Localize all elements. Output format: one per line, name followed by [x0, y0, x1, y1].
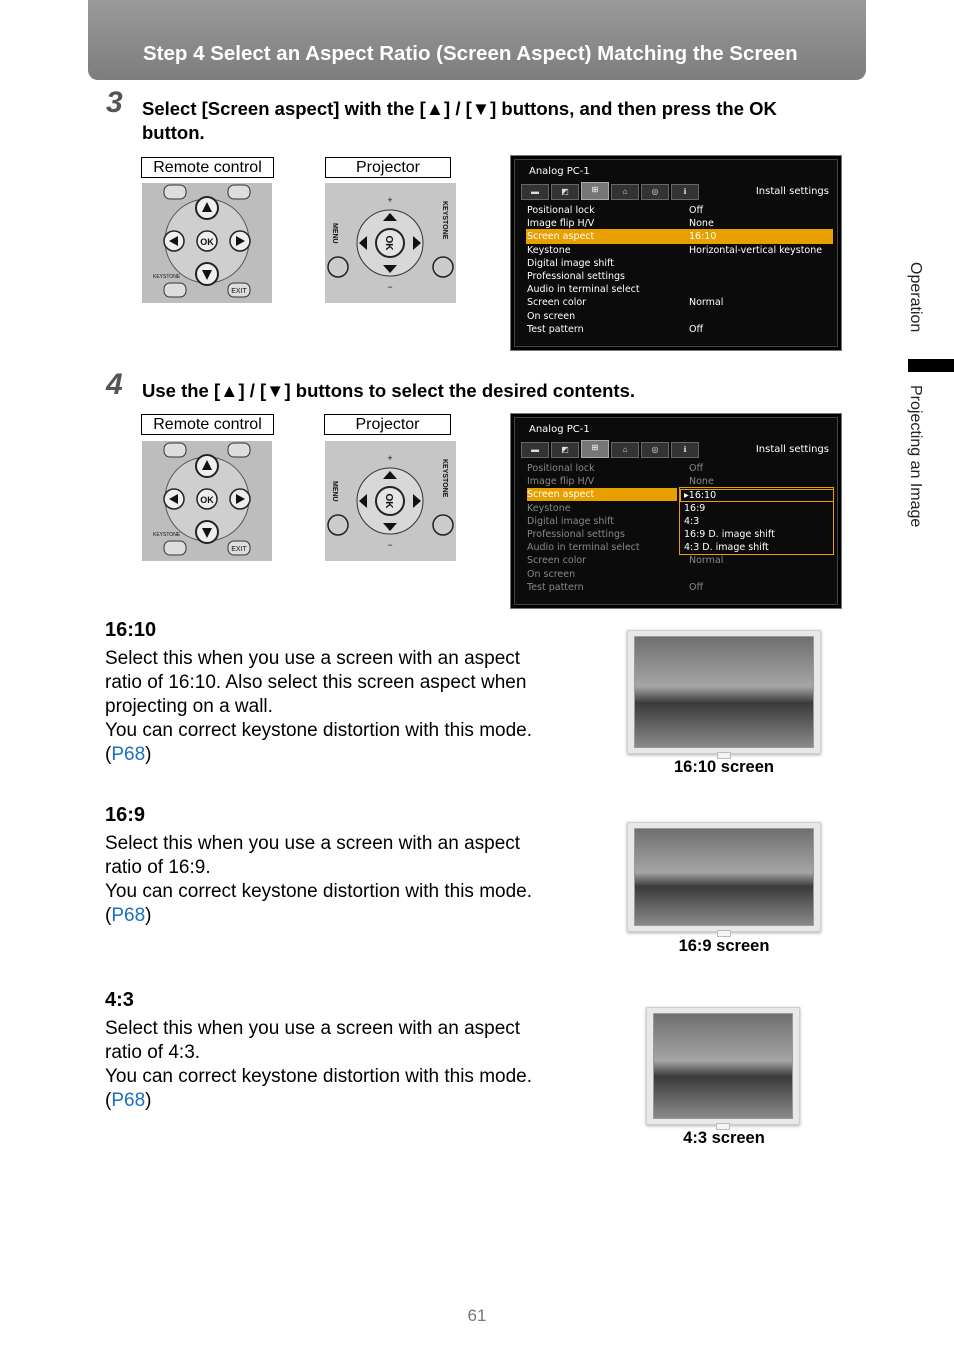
osd-row-value: Normal — [689, 297, 724, 309]
aspect-options-dropdown — [679, 487, 834, 555]
osd-row-label: Audio in terminal select — [527, 284, 640, 296]
remote-pad-graphic — [142, 183, 272, 303]
step-instruction-line: Select [Screen aspect] with the [▲] / [▼] buttons, and then press the OK — [142, 98, 777, 119]
screen-photo-16-9 — [627, 822, 821, 932]
osd-menu-body — [514, 159, 838, 347]
osd-menu-row — [527, 230, 832, 243]
osd-menu-title: Analog PC-1 — [529, 424, 590, 435]
ref-paren: ( — [105, 1090, 112, 1111]
osd-row-label: Digital image shift — [527, 257, 614, 269]
ok-button-label: OK — [200, 237, 214, 247]
osd-tab-icon: ▬ — [521, 184, 549, 200]
aspect-option-4-3: 4:3 — [684, 516, 700, 527]
projector-ok-label: OK — [383, 493, 394, 509]
osd-menu-row — [527, 581, 832, 594]
osd-row-value: Horizontal-vertical keystone — [689, 244, 823, 256]
step-number: 4 — [106, 368, 123, 401]
section-heading: 16:9 — [105, 804, 146, 826]
body-line: ratio of 16:9. — [105, 857, 211, 878]
osd-row-value: Off — [689, 205, 704, 216]
osd-row-value: Normal — [689, 555, 724, 567]
section-body — [105, 1017, 575, 1113]
vol-plus-label: + — [387, 453, 393, 463]
exit-button-label: EXIT — [231, 546, 247, 553]
osd-row-value: Off — [689, 323, 704, 335]
osd-menu-install-settings: Install settings — [755, 444, 829, 455]
osd-menu-title: Analog PC-1 — [529, 166, 590, 177]
projector-pad-graphic — [325, 441, 456, 561]
keystone-label: KEYSTONE — [153, 532, 181, 538]
aspect-option-4-3-shift: 4:3 D. image shift — [684, 542, 769, 553]
projector-ok-label: OK — [383, 235, 394, 251]
projector-label: Projector — [325, 157, 451, 178]
osd-tab-icon: ◩ — [551, 184, 579, 200]
keystone-label: KEYSTONE — [153, 274, 181, 280]
projector-illustration — [325, 441, 456, 561]
osd-row-label: Positional lock — [527, 463, 595, 474]
page-reference — [105, 1089, 575, 1113]
body-line: ratio of 4:3. — [105, 1042, 201, 1063]
osd-row-value: Off — [689, 581, 704, 593]
step-number: 3 — [106, 86, 123, 119]
osd-row-label: On screen — [527, 568, 576, 580]
image-caption: 16:10 screen — [674, 758, 774, 776]
body-line: You can correct keystone distortion with this mode. — [105, 1066, 533, 1087]
ref-paren: ) — [145, 1090, 152, 1111]
osd-tab-icon: ◎ — [641, 184, 669, 200]
section-heading: 16:10 — [105, 619, 157, 641]
projector-keystone-label: KEYSTONE — [441, 459, 448, 498]
osd-row-label: Screen color — [527, 555, 587, 567]
exit-button-label: EXIT — [231, 288, 247, 295]
osd-tab-icon: ⊞ — [581, 182, 609, 200]
side-tab-operation: Operation — [907, 262, 924, 333]
screen-pull-tab — [717, 930, 731, 937]
section-body — [105, 832, 575, 928]
osd-menu-row — [527, 257, 832, 270]
projector-illustration — [325, 183, 456, 303]
screen-photo-4-3 — [646, 1007, 800, 1125]
side-tab-projecting: Projecting an Image — [907, 385, 924, 528]
osd-tab-icon: ℹ — [671, 442, 699, 458]
osd-row-label: Professional settings — [527, 271, 625, 282]
section-body — [105, 647, 575, 767]
step-instruction — [142, 97, 777, 145]
page-number: 61 — [467, 1306, 487, 1325]
remote-control-label: Remote control — [141, 157, 274, 178]
osd-menu-row — [527, 462, 832, 475]
city-photo — [653, 1013, 793, 1119]
osd-menu-row — [527, 488, 677, 501]
ref-paren: ) — [145, 744, 152, 765]
ref-paren: ( — [105, 744, 112, 765]
vol-minus-label: − — [387, 282, 393, 292]
aspect-option-16-9: 16:9 — [684, 503, 706, 514]
osd-tab-icon: ⌂ — [611, 442, 639, 458]
aspect-option-16-10: ▸16:10 — [680, 489, 834, 502]
osd-row-label: Test pattern — [527, 581, 584, 593]
body-line: You can correct keystone distortion with this mode. — [105, 881, 533, 902]
osd-menu-row — [527, 283, 832, 296]
osd-tab-icon: ◎ — [641, 442, 669, 458]
page-reference — [105, 743, 575, 767]
ref-paren: ) — [145, 905, 152, 926]
osd-menu-row — [527, 568, 832, 581]
osd-menu-screenshot — [510, 413, 842, 609]
osd-row-label: Screen aspect — [527, 231, 595, 243]
page-reference — [105, 904, 575, 928]
osd-row-label: Image flip H/V — [527, 476, 595, 488]
osd-menu-row — [527, 204, 832, 217]
city-photo — [634, 828, 814, 926]
osd-menu-row — [527, 296, 832, 309]
body-line: You can correct keystone distortion with this mode. — [105, 720, 533, 741]
osd-menu-row — [527, 244, 832, 257]
osd-tab-icon: ⌂ — [611, 184, 639, 200]
page-title: Step 4 Select an Aspect Ratio (Screen Aspect) Matching the Screen — [143, 42, 798, 65]
osd-row-value: None — [689, 218, 714, 230]
screen-photo-16-10 — [627, 630, 821, 754]
page-header — [88, 0, 866, 80]
body-line: Select this when you use a screen with an aspect — [105, 1018, 521, 1039]
osd-row-label: Keystone — [527, 502, 571, 514]
osd-tab-icon: ℹ — [671, 184, 699, 200]
step-instruction: Use the [▲] / [▼] buttons to select the desired contents. — [142, 380, 636, 401]
osd-row-label: Digital image shift — [527, 515, 614, 527]
body-line: ratio of 16:10. Also select this screen aspect when — [105, 672, 527, 693]
menu-label: MENU — [331, 481, 338, 502]
osd-row-label: Test pattern — [527, 323, 584, 335]
body-line: projecting on a wall. — [105, 696, 273, 717]
body-line: Select this when you use a screen with an aspect — [105, 648, 521, 669]
remote-control-illustration — [142, 441, 272, 561]
osd-menu-row — [527, 217, 832, 230]
osd-row-value: 16:10 — [689, 231, 717, 243]
ref-paren: ( — [105, 905, 112, 926]
osd-row-label: Image flip H/V — [527, 218, 595, 230]
osd-row-label: On screen — [527, 310, 576, 322]
osd-menu-row — [527, 270, 832, 283]
image-caption: 16:9 screen — [678, 937, 770, 955]
page-link[interactable]: P68 — [111, 744, 146, 765]
side-tab-marker — [908, 359, 954, 372]
vol-minus-label: − — [387, 540, 393, 550]
menu-label: MENU — [331, 223, 338, 244]
osd-row-label: Professional settings — [527, 529, 625, 540]
osd-menu-install-settings: Install settings — [755, 186, 829, 197]
city-photo — [634, 636, 814, 748]
osd-row-value: None — [689, 476, 714, 488]
ok-button-label: OK — [200, 495, 214, 505]
image-caption: 4:3 screen — [683, 1129, 765, 1147]
aspect-option-16-9-shift: 16:9 D. image shift — [684, 529, 775, 540]
osd-tab-icon: ◩ — [551, 442, 579, 458]
osd-row-label: Screen aspect — [527, 489, 595, 501]
projector-keystone-label: KEYSTONE — [441, 201, 448, 240]
remote-pad-graphic — [142, 441, 272, 561]
osd-row-label: Keystone — [527, 244, 571, 256]
section-heading: 4:3 — [105, 989, 134, 1011]
osd-menu-screenshot — [510, 155, 842, 351]
remote-control-label: Remote control — [141, 414, 274, 435]
osd-row-value: Off — [689, 463, 704, 474]
osd-menu-row — [527, 323, 832, 336]
osd-menu-body — [514, 417, 838, 605]
osd-row-label: Positional lock — [527, 205, 595, 216]
osd-menu-row — [527, 310, 832, 323]
osd-row-label: Audio in terminal select — [527, 542, 640, 554]
osd-tab-icon: ⊞ — [581, 440, 609, 458]
page-link[interactable]: P68 — [111, 905, 146, 926]
vol-plus-label: + — [387, 195, 393, 205]
projector-pad-graphic — [325, 183, 456, 303]
step-instruction-line: button. — [142, 122, 205, 143]
osd-row-label: Screen color — [527, 297, 587, 309]
osd-menu-row — [527, 554, 832, 567]
body-line: Select this when you use a screen with an aspect — [105, 833, 521, 854]
remote-control-illustration — [142, 183, 272, 303]
osd-tab-icon: ▬ — [521, 442, 549, 458]
page-link[interactable]: P68 — [111, 1090, 146, 1111]
projector-label: Projector — [324, 414, 451, 435]
